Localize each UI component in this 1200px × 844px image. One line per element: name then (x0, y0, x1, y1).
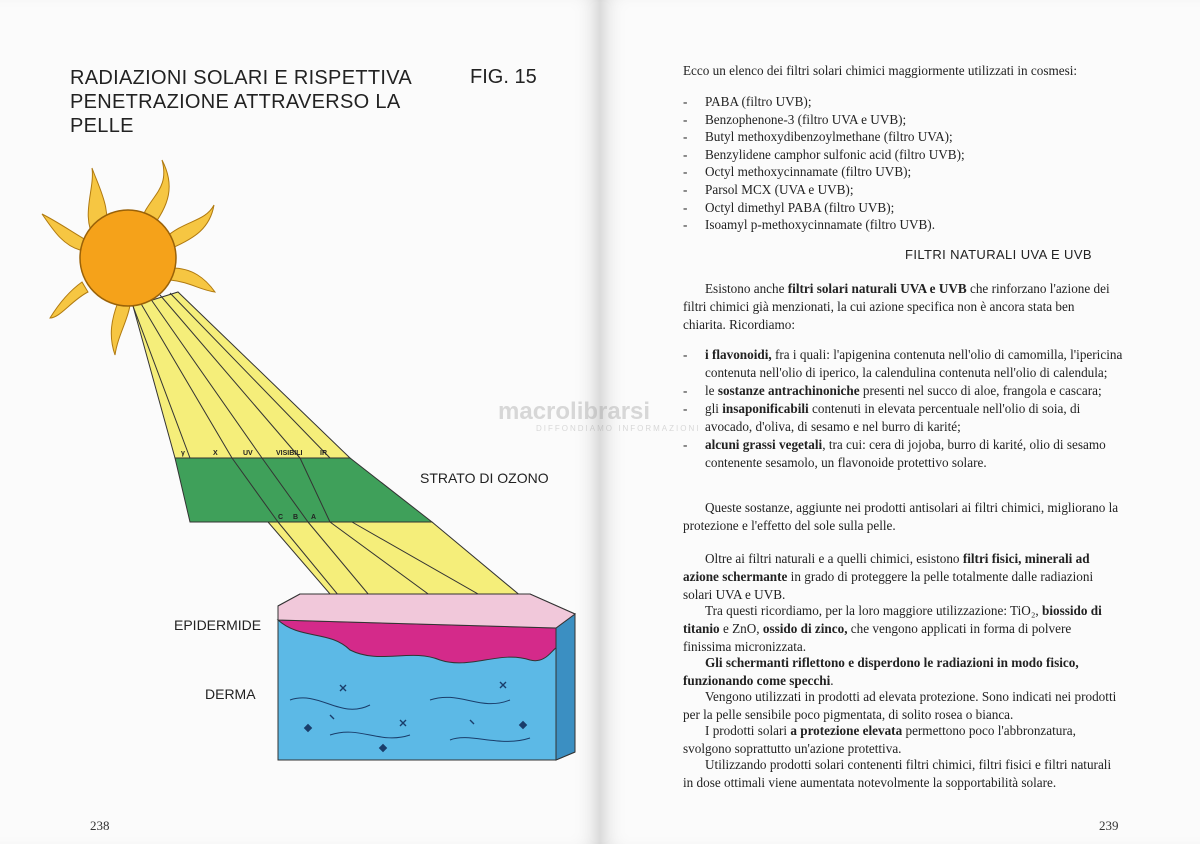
ray-label-visible: VISIBILI (276, 450, 303, 457)
ozone-layer-label: STRATO DI OZONO (420, 470, 549, 486)
paragraph-7: I prodotti solari a protezione elevata permettono poco l'abbronzatura, svolgono soprattutto un'azione protettiva. (683, 723, 1076, 756)
ozone-label-b: B (293, 514, 299, 521)
section-heading: FILTRI NATURALI UVA E UVB (905, 247, 1092, 262)
ozone-label-a: A (311, 514, 317, 521)
list-item: - Isoamyl p-methoxycinnamate (filtro UVB). (683, 217, 935, 233)
light-beam-upper (133, 292, 350, 458)
list-item: - PABA (filtro UVB); (683, 94, 812, 109)
paragraph-8: Utilizzando prodotti solari contenenti filtri chimici, filtri fisici e filtri naturali in dose ottimali viene aumentata notevolmente la sopportabilità solare. (683, 757, 1112, 790)
paragraph-1: Esistono anche filtri solari naturali UVA e UVB che rinforzano l'azione dei filtri chimici già menzionati, la cui azione specifica non è ancora stata ben chiarita. Ricordiamo: (683, 281, 1110, 332)
paragraph-6: Vengono utilizzati in prodotti ad elevata protezione. Sono indicati nei prodotti per la pelle sensibile poco pigmentata, di solito rosea o bianca. (683, 689, 1117, 722)
list-item: - gli insaponificabili contenuti in elevata percentuale nell'olio di soia, di avocado, d'oliva, di sesamo e nel burro di karité; (683, 401, 1081, 434)
list-item: - le sostanze antrachinoniche presenti nel succo di aloe, frangola e cascara; (683, 383, 1102, 398)
natural-filters-list (683, 346, 1123, 472)
figure-title: RADIAZIONI SOLARI E RISPETTIVA PENETRAZIONE ATTRAVERSO LA PELLE (70, 67, 411, 137)
sun-icon (80, 210, 176, 306)
paragraph-2: Queste sostanze, aggiunte nei prodotti antisolari ai filtri chimici, migliorano la protezione e l'effetto del sole sulla pelle. (683, 500, 1119, 533)
page-number-right: 239 (1099, 818, 1119, 833)
watermark-brand: macrolibrarsi (498, 398, 651, 425)
watermark (498, 398, 700, 433)
epidermis-label: EPIDERMIDE (174, 617, 262, 633)
paragraph-3: Oltre ai filtri naturali e a quelli chimici, esistono filtri fisici, minerali ad azione schermante in grado di proteggere la pelle totalmente dalle radiazioni solari UVA e UVB. (683, 551, 1094, 602)
paragraph-4: Tra questi ricordiamo, per la loro maggiore utilizzazione: TiO₂, biossido di titanio e ZnO, ossido di zinco, che vengono applicati in forma di polvere finissima micronizzata. (683, 603, 1102, 654)
ray-label-x: X (213, 450, 218, 457)
ray-label-uv: UV (243, 450, 253, 457)
list-item: - Benzophenone-3 (filtro UVA e UVB); (683, 111, 907, 127)
paragraph-5: Gli schermanti riflettono e disperdono le radiazioni in modo fisico, funzionando come specchi. (683, 655, 1079, 688)
page-number-left: 238 (90, 818, 110, 833)
figure-number: FIG. 15 (470, 66, 537, 88)
ray-label-gamma: γ (181, 450, 185, 457)
ozone-layer (175, 458, 432, 522)
chemical-filters-list (683, 93, 1123, 234)
skin-block (278, 594, 575, 760)
ray-label-ir: IR (320, 450, 327, 457)
list-item: - i flavonoidi, fra i quali: l'apigenina contenuta nell'olio di camomilla, l'ipericina contenuta nell'olio di iperico, la calendulina contenuta nell'olio di calendula; (683, 347, 1123, 380)
dermis-label: DERMA (205, 686, 256, 702)
list-item: - Benzylidene camphor sulfonic acid (filtro UVB); (683, 146, 965, 162)
list-item: - Butyl methoxydibenzoylmethane (filtro UVA); (683, 129, 953, 145)
list-item: - Octyl dimethyl PABA (filtro UVB); (683, 199, 895, 215)
watermark-sub: DIFFONDIAMO INFORMAZIONI (536, 424, 701, 433)
list-item: - Octyl methoxycinnamate (filtro UVB); (683, 164, 912, 180)
ozone-label-c: C (278, 514, 284, 521)
list-item: - Parsol MCX (UVA e UVB); (683, 181, 854, 197)
intro-text: Ecco un elenco dei filtri solari chimici maggiormente utilizzati in cosmesi: (683, 63, 1078, 78)
list-item: - alcuni grassi vegetali, tra cui: cera di jojoba, burro di karité, olio di sesamo contenente sesamolo, un flavonoide protettivo solare. (683, 437, 1106, 470)
